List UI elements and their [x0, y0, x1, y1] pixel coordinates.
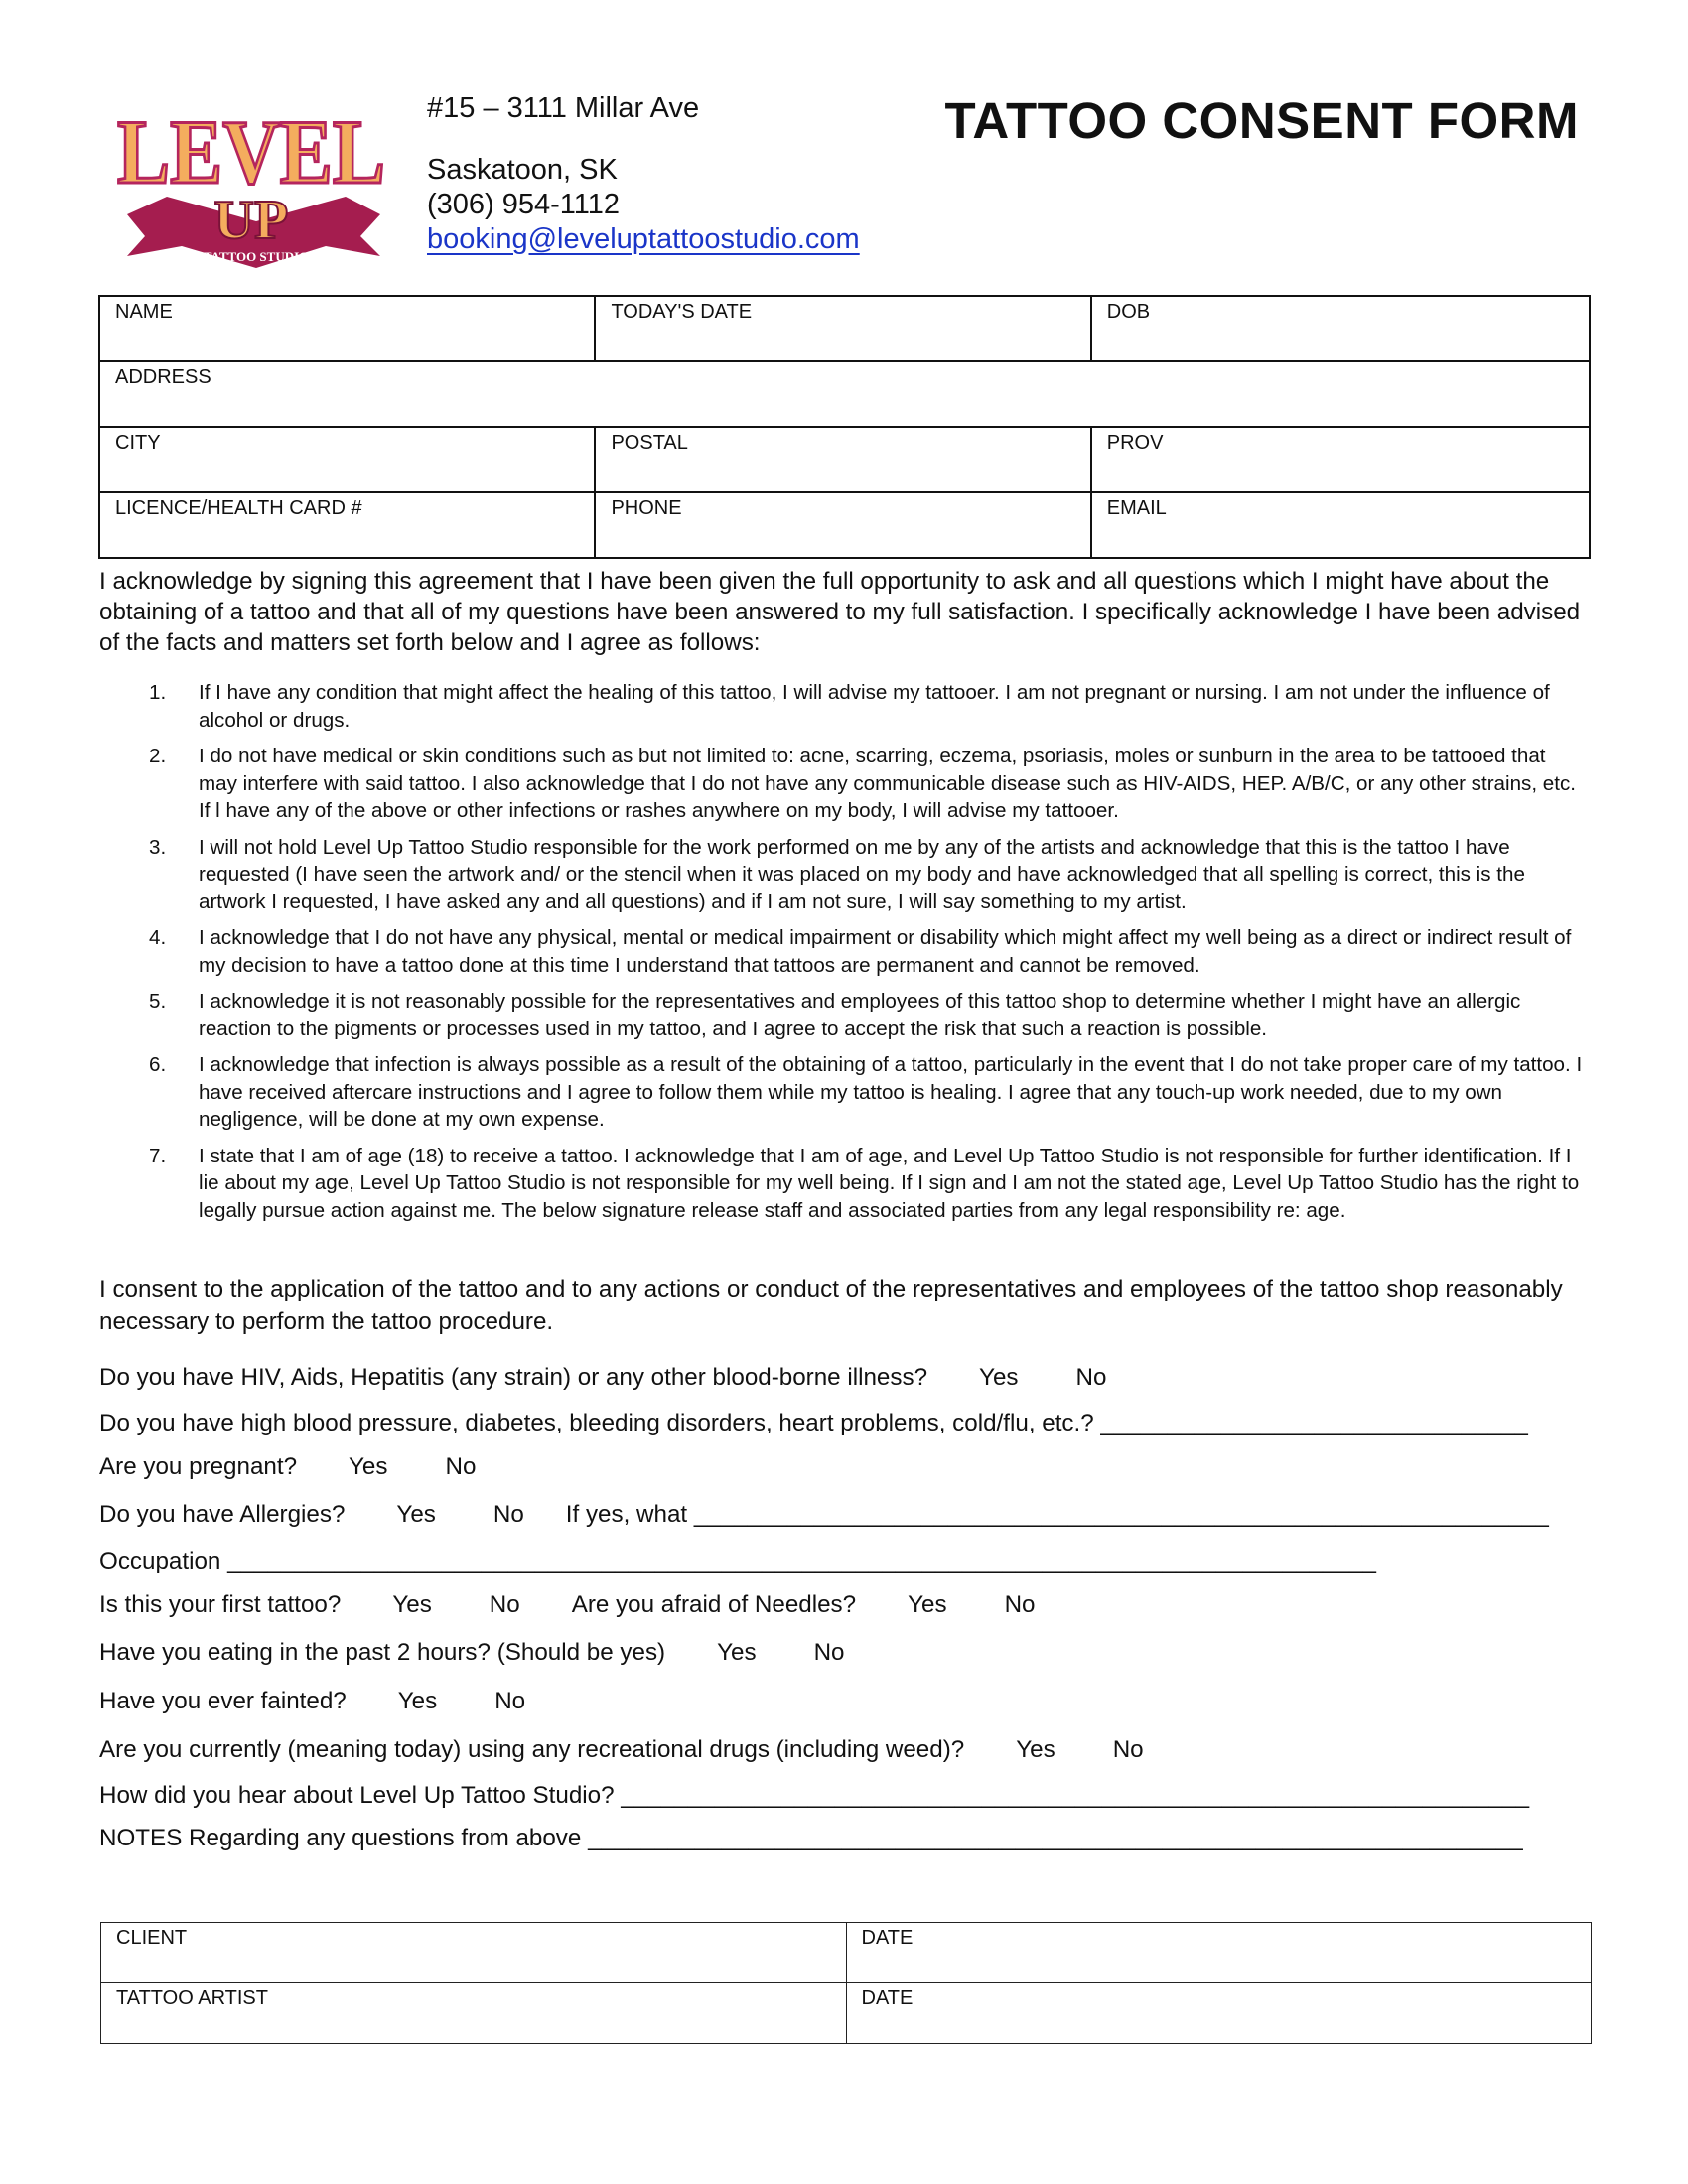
item-number: 4. — [149, 926, 167, 949]
agreement-list — [149, 679, 1589, 1233]
studio-phone: (306) 954-1112 — [427, 189, 621, 220]
question-eaten — [99, 1639, 845, 1667]
question-text: Have you ever fainted? — [99, 1688, 347, 1714]
hear-about-field[interactable]: How did you hear about Level Up Tattoo Studio? ____________________________________________________________________ — [99, 1782, 1530, 1809]
logo-text-level: LEVEL — [117, 101, 385, 203]
question-text[interactable]: Do you have high blood pressure, diabetes, bleeding disorders, heart problems, cold/flu, etc.? ________________________________ — [99, 1410, 1528, 1436]
item-text: I acknowledge that I do not have any physical, mental or medical impairment or disability which might affect my well being as a direct or indirect result of my decision to have a tattoo done at this time I understand that tattoos are permanent and cannot be removed. — [199, 926, 1572, 977]
artist-date-field[interactable]: DATE — [846, 1983, 1592, 2044]
client-signature-field[interactable]: CLIENT — [101, 1923, 847, 1983]
item-number: 2. — [149, 745, 167, 767]
yes-option[interactable]: Yes — [396, 1501, 436, 1528]
item-text: I state that I am of age (18) to receive a tattoo. I acknowledge that I am of age, and Level Up Tattoo Studio is not responsible for further identification. If I lie about my age, Level Up Tattoo Studio is not responsible for my well being. If I sign and I am not the stated age, Level Up Tattoo Studio has the right to legally pursue action against me. The below signature release staff and associated parties from any legal responsibility re: age. — [199, 1144, 1580, 1222]
yes-option[interactable]: Yes — [717, 1639, 757, 1666]
question-allergies — [99, 1501, 1549, 1529]
todays-date-field[interactable]: TODAY'S DATE — [595, 296, 1090, 361]
phone-field[interactable]: PHONE — [595, 492, 1090, 558]
form-title: TATTOO CONSENT FORM — [944, 92, 1579, 149]
question-drugs — [99, 1736, 1144, 1764]
intro-paragraph: I acknowledge by signing this agreement that I have been given the full opportunity to ask and all questions which I might have about the obtaining of a tattoo and that all of my questions have been answered to my full satisfaction. I specifically acknowledge I have been advised of the facts and matters set forth below and I agree as follows: — [99, 568, 1581, 656]
address-field[interactable]: ADDRESS — [99, 361, 1590, 427]
no-option[interactable]: No — [494, 1688, 526, 1714]
no-option[interactable]: No — [489, 1591, 520, 1618]
allergies-what-field[interactable]: If yes, what ________________________________________________________________ — [565, 1501, 1549, 1528]
no-option[interactable]: No — [445, 1453, 477, 1480]
studio-email-link[interactable]: booking@leveluptattoostudio.com — [427, 223, 860, 255]
agreement-item — [149, 834, 1589, 916]
prov-field[interactable]: PROV — [1091, 427, 1590, 492]
occupation-field[interactable]: Occupation ______________________________________________________________________________________ — [99, 1548, 1376, 1574]
item-number: 7. — [149, 1144, 167, 1167]
studio-address-block — [427, 91, 860, 257]
consent-paragraph: I consent to the application of the tattoo and to any actions or conduct of the representatives and employees of the tattoo shop reasonably necessary to perform the tattoo procedure. — [99, 1276, 1563, 1335]
question-hear-about — [99, 1782, 1529, 1810]
agreement-item — [149, 988, 1589, 1042]
name-field[interactable]: NAME — [99, 296, 595, 361]
yes-option[interactable]: Yes — [392, 1591, 432, 1618]
item-number: 5. — [149, 990, 167, 1013]
item-number: 3. — [149, 835, 167, 859]
yes-option[interactable]: Yes — [397, 1688, 438, 1714]
item-number: 6. — [149, 1053, 167, 1076]
licence-field[interactable]: LICENCE/HEALTH CARD # — [99, 492, 595, 558]
yes-option[interactable]: Yes — [349, 1453, 388, 1480]
no-option[interactable]: No — [1075, 1364, 1107, 1391]
agreement-item — [149, 743, 1589, 825]
yes-option[interactable]: Yes — [979, 1364, 1019, 1391]
question-text: Are you pregnant? — [99, 1453, 298, 1480]
item-text: I acknowledge it is not reasonably possible for the representatives and employees of this tattoo shop to determine whether I might have an allergic reaction to the pigments or processes used in my tattoo, and I agree to accept the risk that such a reaction is possible. — [199, 990, 1521, 1040]
no-option[interactable]: No — [1004, 1591, 1036, 1618]
question-text: Is this your first tattoo? — [99, 1591, 342, 1618]
email-field[interactable]: EMAIL — [1091, 492, 1590, 558]
artist-signature-field[interactable]: TATTOO ARTIST — [101, 1983, 847, 2044]
address-line2: Saskatoon, SK — [427, 154, 618, 186]
agreement-item — [149, 679, 1589, 734]
item-number: 1. — [149, 681, 167, 704]
logo-text-up: UP — [213, 190, 289, 251]
question-notes — [99, 1825, 1523, 1852]
question-text: Have you eating in the past 2 hours? (Should be yes) — [99, 1639, 666, 1666]
address-line1: #15 – 3111 Millar Ave — [427, 92, 700, 124]
yes-option[interactable]: Yes — [1016, 1736, 1055, 1763]
item-text: I do not have medical or skin conditions such as but not limited to: acne, scarring, eczema, psoriasis, moles or sunburn in the area to be tattooed that may interfere with said tattoo. I also acknowledge that I do not have any communicable disease such as HIV-AIDS, HEP. A/B/C, or any other strains, etc. If l have any of the above or other infections or rashes anywhere on my body, I will advise my tattooer. — [199, 745, 1576, 822]
question-occupation — [99, 1548, 1376, 1575]
agreement-item — [149, 1051, 1589, 1134]
city-field[interactable]: CITY — [99, 427, 595, 492]
agreement-item — [149, 924, 1589, 979]
item-text: If I have any condition that might affect the healing of this tattoo, I will advise my tattooer. I am not pregnant or nursing. I am not under the influence of alcohol or drugs. — [199, 681, 1550, 732]
studio-logo — [107, 97, 395, 278]
item-text: I acknowledge that infection is always possible as a result of the obtaining of a tattoo, particularly in the event that I do not take proper care of my tattoo. I have received aftercare instructions and I agree to follow them while my tattoo is healing. I agree that any touch-up work needed, due to my own negligence, will be done at my own expense. — [199, 1053, 1583, 1131]
logo-tagline: TATTOO STUDIO — [203, 249, 310, 264]
question-text-needles: Are you afraid of Needles? — [571, 1591, 857, 1618]
postal-field[interactable]: POSTAL — [595, 427, 1090, 492]
client-info-table — [98, 295, 1591, 559]
notes-field[interactable]: NOTES Regarding any questions from above ______________________________________________________________________ — [99, 1825, 1523, 1851]
question-first-tattoo — [99, 1591, 1036, 1619]
no-option[interactable]: No — [1112, 1736, 1144, 1763]
signature-table — [100, 1922, 1592, 2044]
no-option[interactable]: No — [813, 1639, 845, 1666]
yes-option[interactable]: Yes — [908, 1591, 947, 1618]
item-text: I will not hold Level Up Tattoo Studio responsible for the work performed on me by any of the artists and acknowledge that this is the tattoo I have requested (I have seen the artwork and/ or the stencil when it was placed on my body and have acknowledged that all spelling is correct, this is the artwork I requested, I have asked any and all questions) and if I am not sure, I will say something to my artist. — [199, 835, 1525, 913]
no-option[interactable]: No — [492, 1501, 524, 1528]
question-blood-pressure — [99, 1410, 1528, 1437]
question-fainted — [99, 1688, 525, 1715]
dob-field[interactable]: DOB — [1091, 296, 1590, 361]
question-text: Do you have Allergies? — [99, 1501, 346, 1528]
agreement-item — [149, 1143, 1589, 1225]
question-text: Are you currently (meaning today) using any recreational drugs (including weed)? — [99, 1736, 965, 1763]
question-text: Do you have HIV, Aids, Hepatitis (any strain) or any other blood-borne illness? — [99, 1364, 928, 1391]
question-hiv — [99, 1364, 1106, 1392]
client-date-field[interactable]: DATE — [846, 1923, 1592, 1983]
question-pregnant — [99, 1453, 476, 1481]
